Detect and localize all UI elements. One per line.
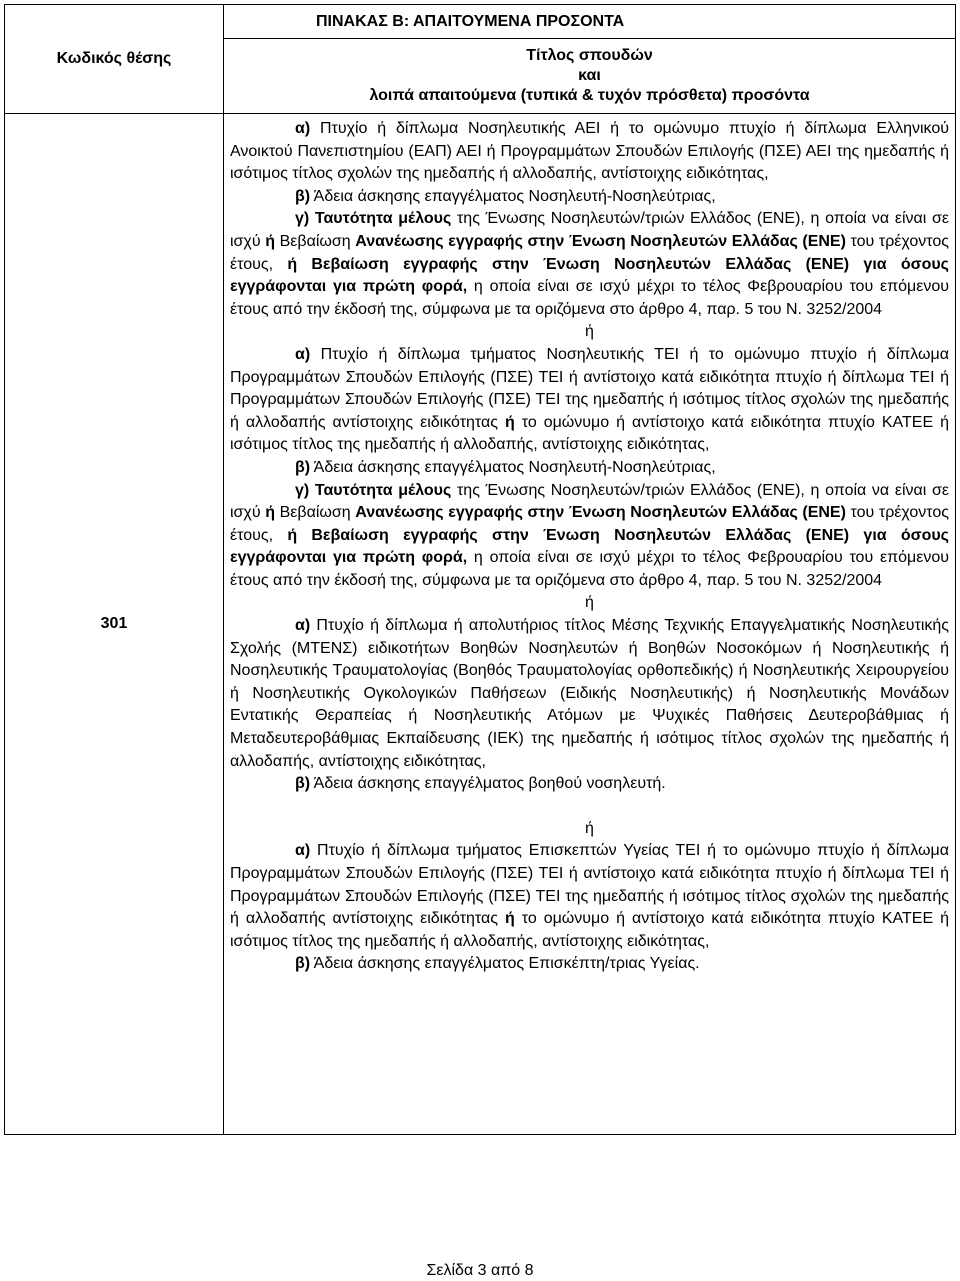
title-row: [5, 5, 956, 39]
block2-item-b: β) Άδεια άσκησης επαγγέλματος Νοσηλευτή-Νοσηλεύτριας,: [295, 458, 716, 476]
block4-item-b: β) Άδεια άσκησης επαγγέλματος Επισκέπτη/τριας Υγείας.: [295, 955, 700, 973]
block4-item-a: α) Πτυχίο ή δίπλωμα τμήματος Επισκεπτών Υγείας ΤΕΙ ή το ομώνυμο πτυχίο ή δίπλωμα Προγραμμάτων Σπουδών Επιλογής (ΠΣΕ) ΤΕΙ ή αντίστοιχο κατά ειδικότητα πτυχίο ή δίπλωμα ΤΕΙ ή Προγραμμάτων Σπουδών Επιλογής (ΠΣΕ) ΤΕΙ της ημεδαπής ή ισότιμος τίτλος σχολών της ημεδαπής ή αλλοδαπής αντίστοιχης ειδικότητας ή το ομώνυμο ή αντίστοιχο κατά ειδικότητα πτυχίο ΚΑΤΕΕ ή ισότιμος τίτλος της ημεδαπής ή αλλοδαπής, αντίστοιχης ειδικότητας,: [230, 842, 950, 950]
code-header: Κωδικός θέσης: [5, 5, 224, 114]
block3-item-b: β) Άδεια άσκησης επαγγέλματος βοηθού νοσηλευτή.: [295, 775, 666, 793]
separator-or-1: ή: [585, 323, 594, 341]
position-code: 301: [5, 114, 224, 1135]
table-title: ΠΙΝΑΚΑΣ Β: ΑΠΑΙΤΟΥΜΕΝΑ ΠΡΟΣΟΝΤΑ: [224, 5, 956, 39]
block1-item-a: α) Πτυχίο ή δίπλωμα Νοσηλευτικής ΑΕΙ ή το ομώνυμο πτυχίο ή δίπλωμα Ελληνικού Ανοικτού Πανεπιστημίου (ΕΑΠ) ΑΕΙ ή Προγραμμάτων Σπουδών Επιλογής (ΠΣΕ) ΑΕΙ της ημεδαπής ή ισότιμος τίτλος σχολών της ημεδαπής ή αλλοδαπής, αντίστοιχης ειδικότητας,: [230, 120, 949, 183]
qual-header-line-3: λοιπά απαιτούμενα (τυπικά & τυχόν πρόσθετα) προσόντα: [369, 87, 810, 104]
block1-item-g: γ) Ταυτότητα μέλους της Ένωσης Νοσηλευτών/τριών Ελλάδος (ΕΝΕ), η οποία να είναι σε ισχύ ή Βεβαίωση Ανανέωσης εγγραφής στην Ένωση Νοσηλευτών Ελλάδας (ΕΝΕ) του τρέχοντος έτους, ή Βεβαίωση εγγραφής στην Ένωση Νοσηλευτών Ελλάδας (ΕΝΕ) για όσους εγγράφονται για πρώτη φορά, η οποία είναι σε ισχύ μέχρι το τέλος Φεβρουαρίου του επόμενου έτους από την έκδοσή της, σύμφωνα με τα οριζόμενα στο άρθρο 4, παρ. 5 του Ν. 3252/2004: [230, 210, 950, 318]
separator-or-2: ή: [585, 594, 594, 612]
page-number: Σελίδα 3 από 8: [426, 1262, 534, 1279]
block3-item-a: α) Πτυχίο ή δίπλωμα ή απολυτήριος τίτλος Μέσης Τεχνικής Επαγγελματικής Νοσηλευτικής Σχολής (ΜΤΕΝΣ) ειδικοτήτων Βοηθών Νοσηλευτών ή Βοηθών Νοσοκόμων ή Νοσηλευτικής ή Νοσηλευτικής Τραυματολογίας (Βοηθός Τραυματολογίας ορθοπεδικής) ή Νοσηλευτικής Χειρουργείου ή Νοσηλευτικής Ογκολογικών Παθήσεων (Ειδικής Νοσηλευτικής) ή Νοσηλευτικής Μονάδων Εντατικής Θεραπείας ή Νοσηλευτικής Ατόμων με Ψυχικές Παθήσεις Δευτεροβάθμιας ή Μεταδευτεροβάθμιας Εκπαίδευσης (ΙΕΚ) της ημεδαπής ή ισότιμος τίτλος σχολών της ημεδαπής ή αλλοδαπής, αντίστοιχης ειδικότητας,: [230, 617, 949, 770]
block2-item-a: α) Πτυχίο ή δίπλωμα τμήματος Νοσηλευτικής ΤΕΙ ή το ομώνυμο πτυχίο ή δίπλωμα Προγραμμάτων Σπουδών Επιλογής (ΠΣΕ) ΤΕΙ ή αντίστοιχο κατά ειδικότητα πτυχίο ή δίπλωμα ΤΕΙ ή Προγραμμάτων Σπουδών Επιλογής (ΠΣΕ) ΤΕΙ της ημεδαπής ή ισότιμος τίτλος σχολών της ημεδαπής ή αλλοδαπής αντίστοιχης ειδικότητας ή το ομώνυμο ή αντίστοιχο κατά ειδικότητα πτυχίο ΚΑΤΕΕ ή ισότιμος τίτλος της ημεδαπής ή αλλοδαπής, αντίστοιχης ειδικότητας,: [230, 345, 950, 454]
separator-or-3: ή: [585, 819, 594, 837]
content-row: [5, 114, 956, 1135]
qualifications-content: [224, 114, 956, 1135]
qualifications-header: [224, 39, 956, 114]
qual-header-line-2: και: [578, 67, 601, 84]
block2-item-g: γ) Ταυτότητα μέλους της Ένωσης Νοσηλευτών/τριών Ελλάδος (ΕΝΕ), η οποία να είναι σε ισχύ ή Βεβαίωση Ανανέωσης εγγραφής στην Ένωση Νοσηλευτών Ελλάδας (ΕΝΕ) του τρέχοντος έτους, ή Βεβαίωση εγγραφής στην Ένωση Νοσηλευτών Ελλάδας (ΕΝΕ) για όσους εγγράφονται για πρώτη φορά, η οποία είναι σε ισχύ μέχρι το τέλος Φεβρουαρίου του επόμενου έτους από την έκδοσή της, σύμφωνα με τα οριζόμενα στο άρθρο 4, παρ. 5 του Ν. 3252/2004: [230, 481, 950, 589]
block1-item-b: β) Άδεια άσκησης επαγγέλματος Νοσηλευτή-Νοσηλεύτριας,: [295, 187, 716, 205]
spacer: [230, 796, 949, 818]
requirements-table: [4, 4, 956, 1135]
qual-header-line-1: Τίτλος σπουδών: [526, 47, 653, 64]
